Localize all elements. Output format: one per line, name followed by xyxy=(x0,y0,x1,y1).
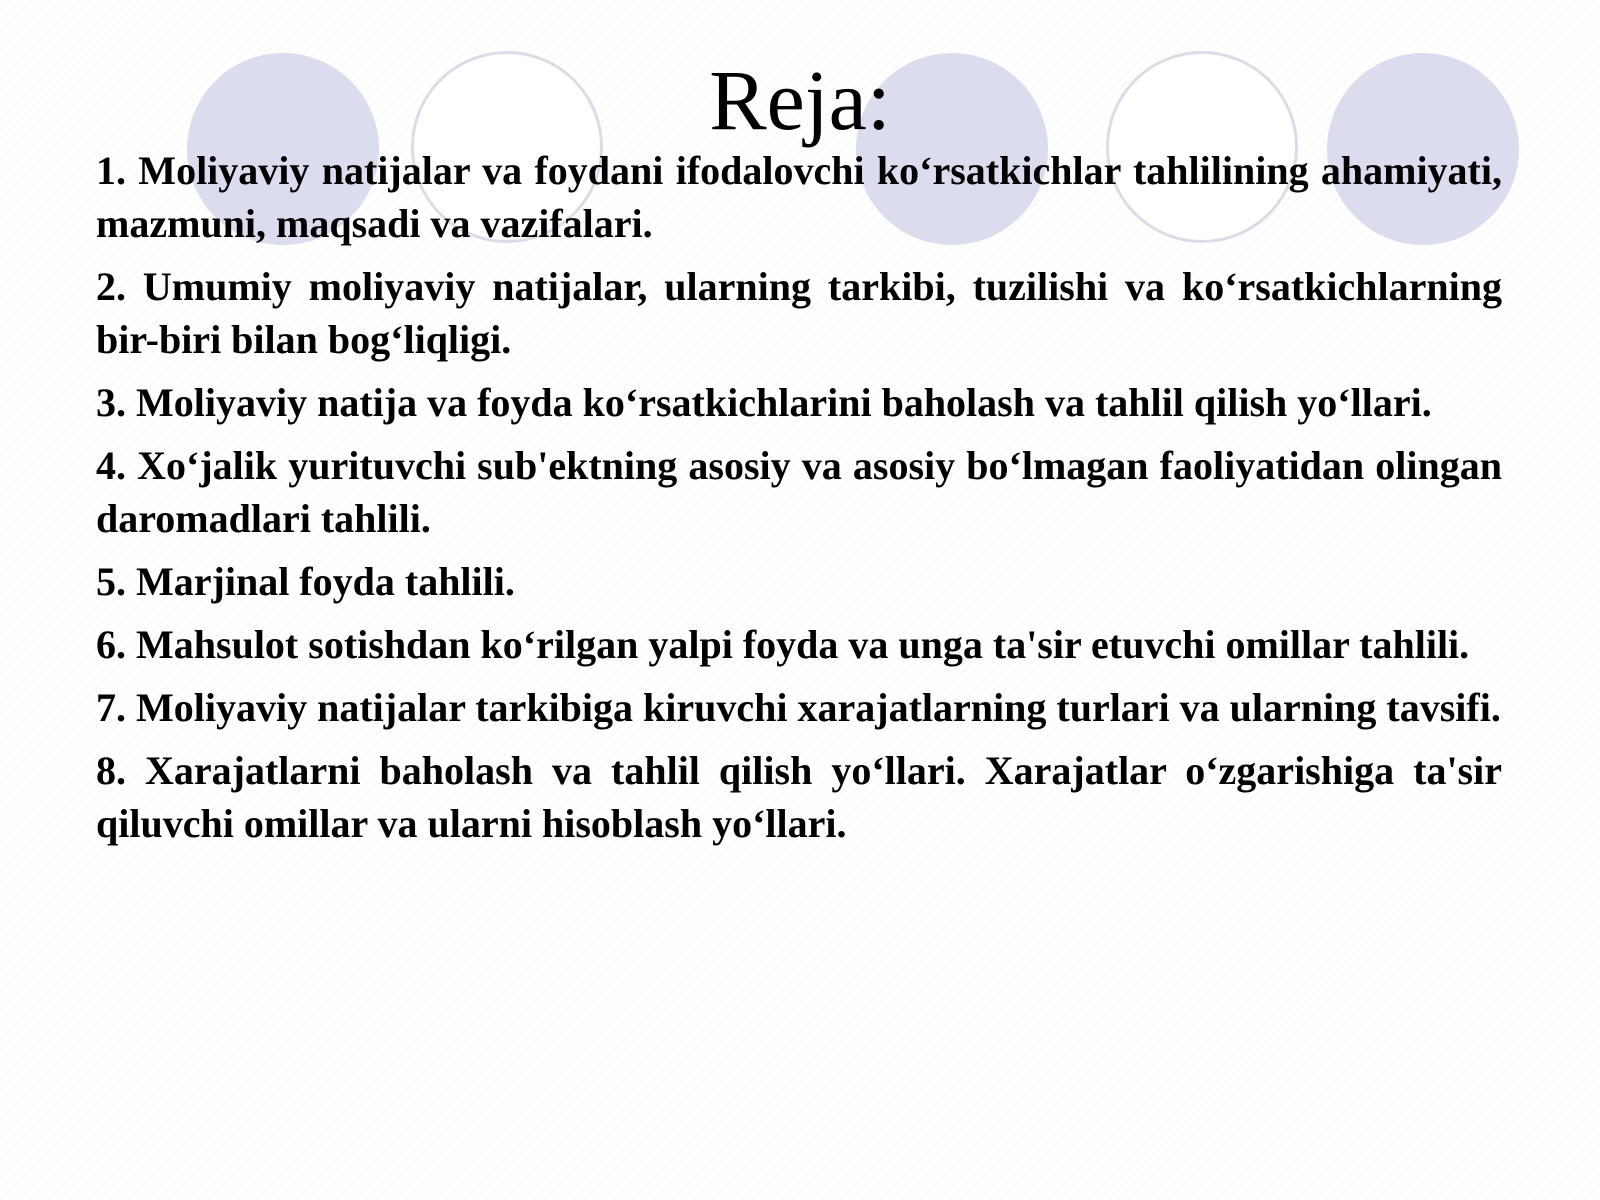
plan-item-2: 2. Umumiy moliyaviy natijalar, ularning tarkibi, tuzilishi va ko‘rsatkichlarning bir-biri bilan bog‘liqligi. xyxy=(96,264,1502,362)
plan-list xyxy=(96,144,1502,860)
plan-item-4: 4. Xo‘jalik yurituvchi sub'ektning asosiy va asosiy bo‘lmagan faoliyatidan olingan daromadlari tahlili. xyxy=(96,443,1502,541)
plan-item-6: 6. Mahsulot sotishdan ko‘rilgan yalpi foyda va unga ta'sir etuvchi omillar tahlili. xyxy=(96,622,1470,667)
plan-item-5: 5. Marjinal foyda tahlili. xyxy=(96,559,515,604)
slide-title: Reja: xyxy=(709,52,891,148)
plan-item-3: 3. Moliyaviy natija va foyda ko‘rsatkichlarini baholash va tahlil qilish yo‘llari. xyxy=(96,380,1432,425)
plan-item-7: 7. Moliyaviy natijalar tarkibiga kiruvchi xarajatlarning turlari va ularning tavsifi. xyxy=(96,685,1501,730)
plan-item-8: 8. Xarajatlarni baholash va tahlil qilish yo‘llari. Xarajatlar o‘zgarishiga ta'sir qiluvchi omillar va ularni hisoblash yo‘llari. xyxy=(96,748,1502,846)
plan-item-1: 1. Moliyaviy natijalar va foydani ifodalovchi ko‘rsatkichlar tahlilining ahamiyati, mazmuni, maqsadi va vazifalari. xyxy=(96,148,1502,246)
